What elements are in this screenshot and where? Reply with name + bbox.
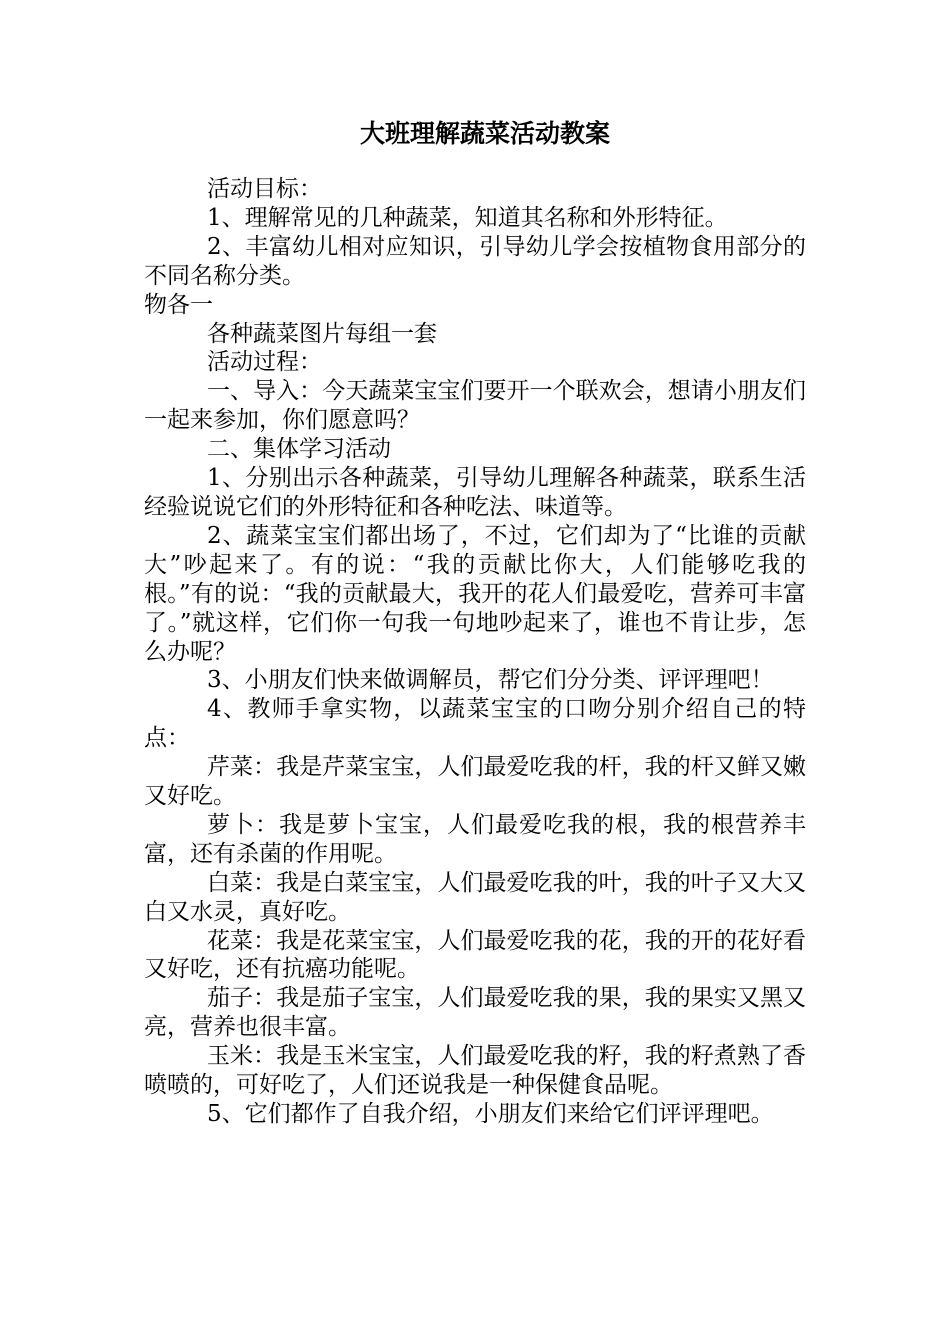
paragraph-intro: 一、导入：今天蔬菜宝宝们要开一个联欢会，想请小朋友们一起来参加，你们愿意吗？ [144,378,806,434]
paragraph-celery: 芹菜：我是芹菜宝宝，人们最爱吃我的杆，我的杆又鲜又嫩又好吃。 [144,754,806,810]
paragraph-corn: 玉米：我是玉米宝宝，人们最爱吃我的籽，我的籽煮熟了香喷喷的，可好吃了，人们还说我是一种保健食品呢。 [144,1043,806,1099]
paragraph-step-4: 4、教师手拿实物，以蔬菜宝宝的口吻分别介绍自己的特点： [144,696,806,752]
paragraph-step-5: 5、它们都作了自我介绍，小朋友们来给它们评评理吧。 [207,1101,774,1127]
paragraph-materials-heading: 物各一 [144,291,213,318]
paragraph-step-1: 1、分别出示各种蔬菜，引导幼儿理解各种蔬菜，联系生活经验说说它们的外形特征和各种吃法、味道等。 [144,465,806,520]
paragraph-radish: 萝卜：我是萝卜宝宝，人们最爱吃我的根，我的根营养丰富，还有杀菌的作用呢。 [144,811,806,867]
document-title: 大班理解蔬菜活动教案 [359,119,610,148]
paragraph-goal-2: 2、丰富幼儿相对应知识，引导幼儿学会按植物食用部分的不同名称分类。 [144,233,806,289]
paragraph-step-3: 3、小朋友们快来做调解员，帮它们分分类、评评理吧！ [207,667,774,694]
paragraph-materials: 各种蔬菜图片每组一套 [207,320,437,347]
paragraph-process-heading: 活动过程： [207,349,322,376]
paragraph-cabbage: 白菜：我是白菜宝宝，人们最爱吃我的叶，我的叶子又大又白又水灵，真好吃。 [144,869,806,925]
document-body [144,175,806,1129]
paragraph-eggplant: 茄子：我是茄子宝宝，人们最爱吃我的果，我的果实又黑又亮，营养也很丰富。 [144,985,806,1041]
paragraph-group-activity: 二、集体学习活动 [207,436,391,463]
paragraph-step-2: 2、蔬菜宝宝们都出场了，不过，它们却为了“比谁的贡献大”吵起来了。有的说：“我的贡献比你大，人们能够吃我的根。”有的说：“我的贡献最大，我开的花人们最爱吃，营养可丰富了。”就这样，它们你一句我一句地吵起来了，谁也不肯让步，怎么办呢？ [144,522,806,665]
paragraph-cauliflower: 花菜：我是花菜宝宝，人们最爱吃我的花，我的开的花好看又好吃，还有抗癌功能呢。 [144,927,806,983]
paragraph-goal-1: 1、理解常见的几种蔬菜，知道其名称和外形特征。 [207,204,728,231]
paragraph-goals-heading: 活动目标： [207,176,322,202]
